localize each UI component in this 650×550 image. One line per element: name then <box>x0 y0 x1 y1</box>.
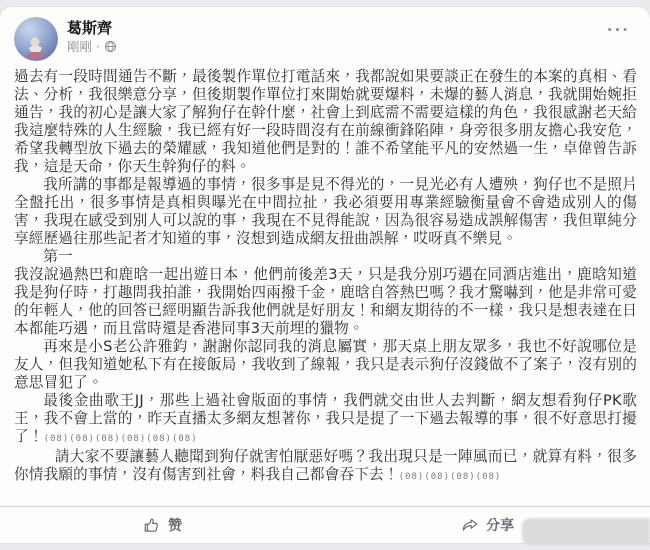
share-arrow-icon <box>461 516 479 534</box>
post-paragraph <box>14 392 637 448</box>
post-card <box>0 7 650 543</box>
timestamp[interactable]: 剛剛 <box>67 39 93 54</box>
post-meta <box>67 38 601 55</box>
more-options-button[interactable]: ··· <box>606 21 630 39</box>
paragraph-text: 最後金曲歌王JJ，那些上過社會版面的事情，我們就交由世人去判斷，網友想看狗仔PK歌王，我不會上當的，昨天直播太多網友想著你，我只是提了一下過去報導的事，很不好意思打擾了！ <box>14 392 637 445</box>
like-label: 赞 <box>168 518 182 534</box>
paragraph-text: 第一 <box>43 248 73 265</box>
paragraph-text: 我所講的事都是報導過的事情，很多事是見不得光的，一見光必有人遭殃，狗仔也不是照片全盤托出，很多事情是真相與曝光在中間拉扯，我必須要用專業經驗衡量會不會造成別人的傷害，我現在感受到別人可以說的事，我現在不見得能說，因為很容易造成誤解傷害，我但單純分享經歷過往那些記者才知道的事，沒想到造成網友扭曲誤解，哎呀真不樂見。 <box>14 176 637 247</box>
globe-icon <box>104 40 117 53</box>
like-button[interactable] <box>4 510 321 540</box>
post-paragraph <box>14 248 637 266</box>
author-name[interactable]: 葛斯齊 <box>67 19 113 37</box>
post-paragraph <box>14 68 637 176</box>
paragraph-text: 再來是小S老公許雅鈞，謝謝你認同我的消息屬實，那天桌上朋友眾多，我也不好說哪位是友人，但我知道她私下有在接飯局，我收到了線報，我只是表示狗仔沒錢做不了案子，沒有別的意思冒犯了。 <box>14 338 637 391</box>
share-label: 分享 <box>486 518 514 534</box>
post-header <box>0 7 650 63</box>
emoji-placeholder-codes: (08)(08)(08)(08)(08)(08) <box>43 434 198 444</box>
post-paragraph <box>14 448 637 486</box>
post-paragraph <box>14 176 637 248</box>
meta-separator: · <box>96 39 100 54</box>
emoji-placeholder-codes: (08)(08)(08)(08) <box>398 472 502 482</box>
post-paragraph <box>14 338 637 392</box>
post-paragraph <box>14 266 637 338</box>
header-text <box>67 17 601 55</box>
thumbs-up-icon <box>143 516 161 534</box>
paragraph-text: 我沒說過熱巴和鹿晗一起出遊日本，他們前後差3天，只是我分別巧遇在同酒店進出，鹿晗知道我是狗仔時，打趣問我拍誰，我開始四兩撥千金，鹿晗自答熱巴嗎？我才驚嚇到，他是非常可愛的年輕人，他的回答已經明顯告訴我他們就是好朋友！和網友期待的不一樣，我只是想表達在日本都能巧遇，而且當時還是香港同事3天前埋的獵物。 <box>14 266 637 337</box>
paragraph-text: 請大家不要讓藝人聽聞到狗仔就害怕厭惡好嗎？我出現只是一陣風而已，就算有料，很多你情我願的事情，沒有傷害到社會，料我自己都會吞下去！ <box>14 448 637 483</box>
paragraph-text: 過去有一段時間通告不斷，最後製作單位打電話來，我都說如果要談正在發生的本案的真相、看法、分析，我很樂意分享，但後期製作單位打來開始就要爆料，未爆的藝人消息，我就開始婉拒通告，我的初心是讓大家了解狗仔在幹什麼，社會上到底需不需要這樣的角色，我很感謝老天給我這麼特殊的人生經驗，我已經有好一段時間沒有在前線衝鋒陷陣，身旁很多朋友擔心我安危，希望我轉型放下過去的榮耀感，我知道他們是對的！誰不希望能平凡的安然過一生，卓偉曾告訴我，這是天命，你天生幹狗仔的料。 <box>14 68 637 175</box>
avatar[interactable] <box>14 17 58 61</box>
share-button[interactable] <box>329 510 646 540</box>
post-body <box>0 63 650 506</box>
avatar-image <box>14 17 58 61</box>
action-bar <box>0 507 650 543</box>
